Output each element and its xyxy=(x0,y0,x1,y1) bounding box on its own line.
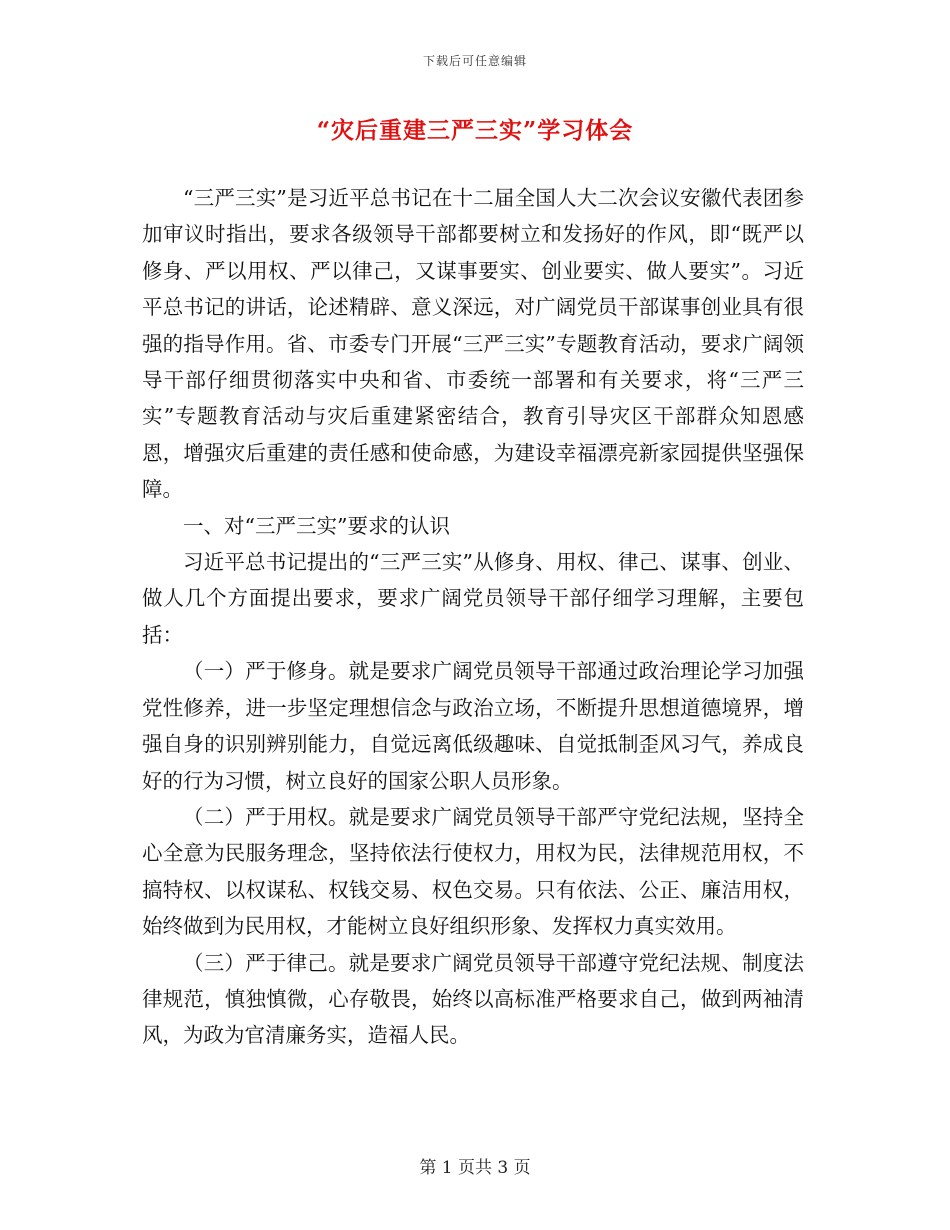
document-title: “灾后重建三严三实”学习体会 xyxy=(316,117,634,144)
paragraph-intro: “三严三实”是习近平总书记在十二届全国人大二次会议安徽代表团参加审议时指出，要求各级领导干部都要树立和发扬好的作风，即“既严以修身、严以用权、严以律己，又谋事要实、创业要实、做人要实”。习近平总书记的讲话，论述精辟、意义深远，对广阔党员干部谋事创业具有很强的指导作用。省、市委专门开展“三严三实”专题教育活动，要求广阔领导干部仔细贯彻落实中央和省、市委统一部署和有关要求，将“三严三实”专题教育活动与灾后重建紧密结合，教育引导灾区干部群众知恩感恩，增强灾后重建的责任感和使命感，为建设幸福漂亮新家园提供坚强保障。 xyxy=(142,186,804,502)
paragraph-item-3: （三）严于律己。就是要求广阔党员领导干部遵守党纪法规、制度法律规范，慎独慎微，心存敬畏，始终以高标准严格要求自己，做到两袖清风，为政为官清廉务实，造福人民。 xyxy=(142,950,804,1048)
paragraph-item-2: （二）严于用权。就是要求广阔党员领导干部严守党纪法规，坚持全心全意为民服务理念，坚持依法行使权力，用权为民，法律规范用权，不搞特权、以权谋私、权钱交易、权色交易。只有依法、公正、廉洁用权，始终做到为民用权，才能树立良好组织形象、发挥权力真实效用。 xyxy=(142,804,804,939)
header-note: 下载后可任意编辑 xyxy=(422,54,527,68)
paragraph-overview: 习近平总书记提出的“三严三实”从修身、用权、律己、谋事、创业、做人几个方面提出要求，要求广阔党员领导干部仔细学习理解，主要包括： xyxy=(142,550,804,647)
page-number: 第 1 页共 3 页 xyxy=(419,1158,531,1178)
paragraph-item-1: （一）严于修身。就是要求广阔党员领导干部通过政治理论学习加强党性修养，进一步坚定理想信念与政治立场，不断提升思想道德境界，增强自身的识别辨别能力，自觉远离低级趣味、自觉抵制歪风习气，养成良好的行为习惯，树立良好的国家公职人员形象。 xyxy=(142,659,804,793)
section-heading: 一、对“三严三实”要求的认识 xyxy=(183,513,450,538)
document-body xyxy=(142,180,804,1054)
